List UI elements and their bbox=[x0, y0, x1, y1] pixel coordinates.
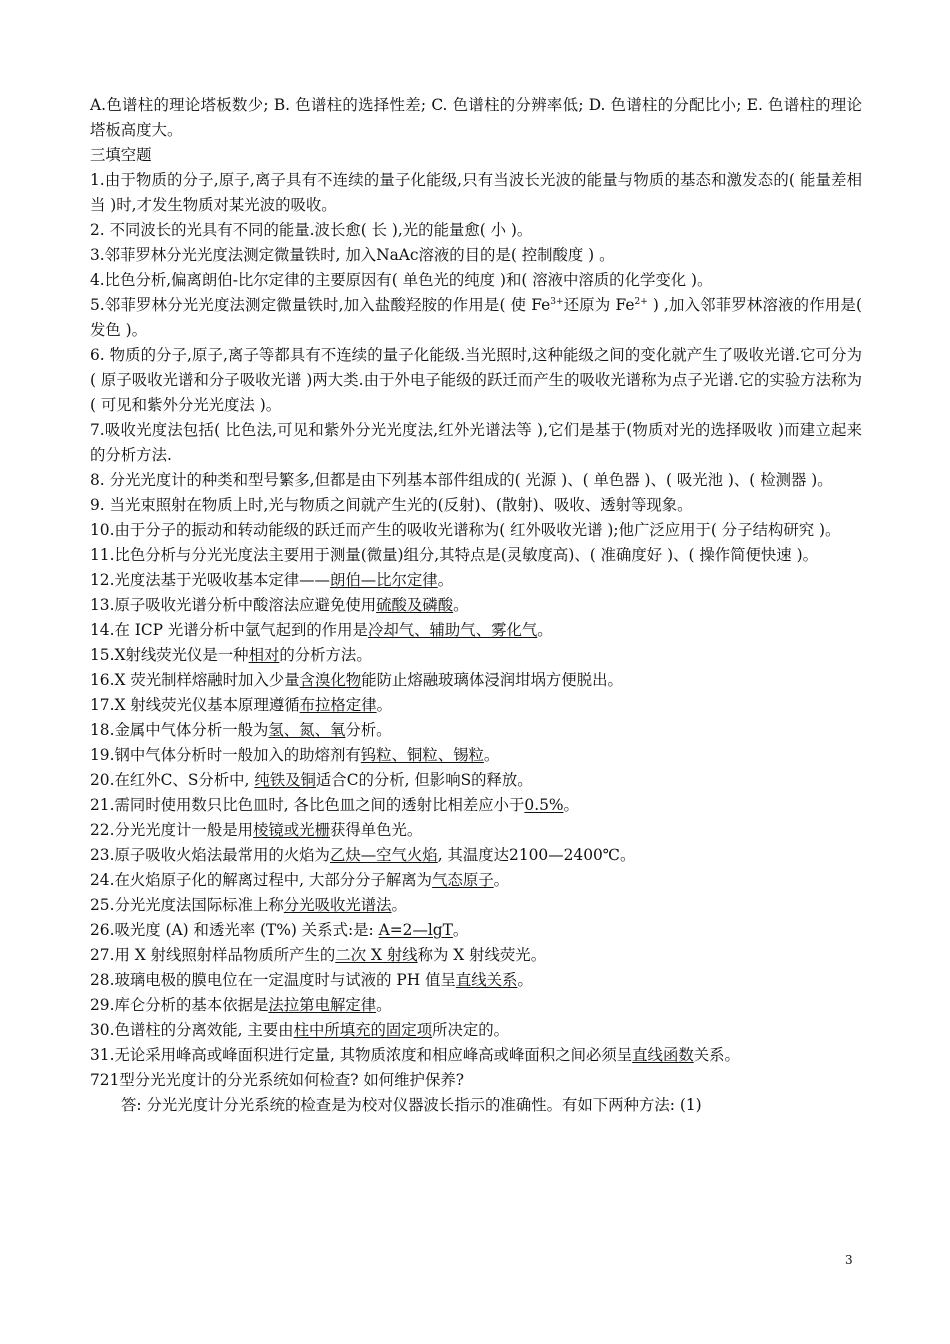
text-run: 。 bbox=[563, 796, 579, 814]
text-run: 31.无论采用峰高或峰面积进行定量, 其物质浓度和相应峰高或峰面积之间必须呈 bbox=[90, 1046, 633, 1064]
underlined-answer: 钨粒、铜粒、锡粒 bbox=[360, 746, 484, 764]
text-run: 。 bbox=[517, 971, 533, 989]
text-run: 8. 分光光度计的种类和型号繁多,但都是由下列基本部件组成的( 光源 )、( 单色器 )、( 吸光池 )、( 检测器 )。 bbox=[90, 471, 833, 489]
underlined-answer: 布拉格定律 bbox=[299, 696, 377, 714]
text-run: 17.X 射线荧光仪基本原理遵循 bbox=[90, 696, 300, 714]
text-paragraph bbox=[90, 693, 862, 718]
text-run: 5.邻菲罗林分光光度法测定微量铁时,加入盐酸羟胺的作用是( 使 Fe bbox=[90, 296, 551, 314]
superscript-charge: 3+ bbox=[550, 297, 564, 307]
text-run: 称为 X 射线荧光。 bbox=[417, 946, 547, 964]
text-paragraph bbox=[90, 868, 862, 893]
text-paragraph bbox=[90, 893, 862, 918]
text-run: 26.吸光度 (A) 和透光率 (T%) 关系式:是: bbox=[90, 921, 379, 939]
text-run: 21.需同时使用数只比色皿时, 各比色皿之间的透射比相差应小于 bbox=[90, 796, 525, 814]
underlined-answer: 纯铁及铜 bbox=[254, 771, 316, 789]
text-run: 14.在 ICP 光谱分析中氩气起到的作用是 bbox=[90, 621, 368, 639]
document-body bbox=[90, 93, 862, 1118]
text-paragraph bbox=[90, 968, 862, 993]
page-number: 3 bbox=[845, 1253, 853, 1267]
text-run: A.色谱柱的理论塔板数少; B. 色谱柱的选择性差; C. 色谱柱的分辨率低; D. 色谱柱的分配比小; E. 色谱柱的理论塔板高度大。 bbox=[90, 96, 862, 139]
text-run: 获得单色光。 bbox=[329, 821, 423, 839]
text-paragraph bbox=[90, 468, 862, 493]
superscript-charge: 2+ bbox=[634, 297, 648, 307]
text-run: 4.比色分析,偏离朗伯-比尔定律的主要原因有( 单色光的纯度 )和( 溶液中溶质的化学变化 )。 bbox=[90, 271, 713, 289]
text-run: 23.原子吸收火焰法最常用的火焰为 bbox=[90, 846, 330, 864]
text-run: 1.由于物质的分子,原子,离子具有不连续的量子化能级,只有当波长光波的能量与物质的基态和激发态的( 能量差相当 )时,才发生物质对某光波的吸收。 bbox=[90, 171, 862, 214]
text-run: 。 bbox=[453, 596, 469, 614]
underlined-answer: 相对 bbox=[248, 646, 280, 664]
underlined-answer: 直线关系 bbox=[455, 971, 518, 989]
text-run: 22.分光光度计一般是用 bbox=[90, 821, 253, 839]
text-run: 能防止熔融玻璃体浸润坩埚方便脱出。 bbox=[361, 671, 623, 689]
text-paragraph bbox=[90, 918, 862, 943]
text-paragraph bbox=[90, 268, 862, 293]
text-paragraph bbox=[90, 818, 862, 843]
text-run: 分析。 bbox=[345, 721, 392, 739]
text-run: 。 bbox=[493, 871, 510, 889]
text-paragraph bbox=[90, 618, 862, 643]
text-run: 适合C的分析, 但影响S的释放。 bbox=[315, 771, 533, 789]
text-paragraph bbox=[90, 843, 862, 868]
text-run: 。 bbox=[437, 571, 454, 589]
underlined-answer: 直线函数 bbox=[632, 1046, 694, 1064]
text-run: 三填空题 bbox=[90, 146, 152, 164]
text-paragraph bbox=[90, 568, 862, 593]
text-run: ) ,加入邻菲罗林溶液的作用是( 发色 )。 bbox=[90, 296, 862, 339]
text-run: 10.由于分子的振动和转动能级的跃迁而产生的吸收光谱称为( 红外吸收光谱 );他广泛应用于( 分子结构研究 )。 bbox=[90, 521, 841, 539]
underlined-answer: 棱镜或光栅 bbox=[253, 821, 330, 839]
underlined-answer: 法拉第电解定律 bbox=[268, 996, 377, 1014]
text-paragraph bbox=[90, 218, 862, 243]
underlined-answer: 乙炔—空气火焰 bbox=[329, 846, 438, 864]
text-paragraph bbox=[90, 543, 862, 568]
underlined-answer: 气态原子 bbox=[432, 871, 494, 889]
text-paragraph bbox=[90, 768, 862, 793]
text-run: 关系。 bbox=[693, 1046, 740, 1064]
underlined-answer: A=2—lgT bbox=[378, 921, 453, 939]
text-paragraph bbox=[90, 718, 862, 743]
text-paragraph bbox=[90, 943, 862, 968]
text-paragraph bbox=[90, 493, 862, 518]
text-paragraph bbox=[90, 743, 862, 768]
text-run: 。 bbox=[376, 696, 392, 714]
text-run: 还原为 Fe bbox=[563, 296, 635, 314]
text-paragraph bbox=[90, 1068, 862, 1093]
text-paragraph bbox=[90, 518, 862, 543]
text-run: 答: 分光光度计分光系统的检查是为校对仪器波长指示的准确性。有如下两种方法: (1) bbox=[121, 1096, 702, 1114]
text-paragraph bbox=[90, 168, 862, 218]
text-run: 25.分光光度法国际标准上称 bbox=[90, 896, 284, 914]
text-run: 19.钢中气体分析时一般加入的助熔剂有 bbox=[90, 746, 361, 764]
underlined-answer: 朗伯—比尔定律 bbox=[329, 571, 438, 589]
text-run: 。 bbox=[452, 921, 469, 939]
underlined-answer: 硫酸及磷酸 bbox=[376, 596, 454, 614]
text-run: 。 bbox=[483, 746, 500, 764]
text-run: 15.X射线荧光仪是一种 bbox=[90, 646, 249, 664]
underlined-answer: 分光吸收光谱法 bbox=[283, 896, 392, 914]
text-run: 11.比色分析与分光光度法主要用于测量(微量)组分,其特点是(灵敏度高)、( 准确度好 )、( 操作简便快速 )。 bbox=[90, 546, 818, 564]
underlined-answer: 0.5% bbox=[524, 796, 564, 814]
text-run: 27.用 X 射线照射样品物质所产生的 bbox=[90, 946, 336, 964]
text-paragraph bbox=[90, 343, 862, 418]
text-paragraph bbox=[90, 643, 862, 668]
text-run: 6. 物质的分子,原子,离子等都具有不连续的量子化能级.当光照时,这种能级之间的变化就产生了吸收光谱.它可分为( 原子吸收光谱和分子吸收光谱 )两大类.由于外电子能级的跃迁而产生的吸收光谱称为点子光谱.它的实验方法称为( 可见和紫外分光光度法 )。 bbox=[90, 346, 862, 414]
text-run: 16.X 荧光制样熔融时加入少量 bbox=[90, 671, 300, 689]
underlined-answer: 二次 X 射线 bbox=[335, 946, 418, 964]
text-run: 。 bbox=[376, 996, 392, 1014]
text-run: 9. 当光束照射在物质上时,光与物质之间就产生光的(反射)、(散射)、吸收、透射等现象。 bbox=[90, 496, 693, 514]
text-paragraph bbox=[90, 1043, 862, 1068]
text-run: 。 bbox=[391, 896, 407, 914]
text-run: 28.玻璃电极的膜电位在一定温度时与试液的 PH 值呈 bbox=[90, 971, 456, 989]
text-run: 29.库仑分析的基本依据是 bbox=[90, 996, 269, 1014]
text-run: 3.邻菲罗林分光光度法测定微量铁时, 加入NaAc溶液的目的是( 控制酸度 ) 。 bbox=[90, 246, 615, 264]
text-run: 24.在火焰原子化的解离过程中, 大部分分子解离为 bbox=[90, 871, 433, 889]
underlined-answer: 含溴化物 bbox=[299, 671, 362, 689]
text-paragraph bbox=[90, 993, 862, 1018]
text-run: 12.光度法基于光吸收基本定律—— bbox=[90, 571, 330, 589]
underlined-answer: 氢、氮、氧 bbox=[268, 721, 346, 739]
text-paragraph bbox=[90, 293, 862, 343]
text-run: , 其温度达2100—2400℃。 bbox=[437, 846, 636, 864]
text-run: 13.原子吸收光谱分析中酸溶法应避免使用 bbox=[90, 596, 377, 614]
text-paragraph bbox=[90, 143, 862, 168]
text-run: 2. 不同波长的光具有不同的能量.波长愈( 长 ),光的能量愈( 小 )。 bbox=[90, 221, 533, 239]
text-paragraph bbox=[90, 1093, 862, 1118]
text-paragraph bbox=[90, 418, 862, 468]
text-run: 所决定的。 bbox=[432, 1021, 510, 1039]
text-paragraph bbox=[90, 243, 862, 268]
text-run: 20.在红外C、S分析中, bbox=[90, 771, 255, 789]
text-paragraph bbox=[90, 668, 862, 693]
text-paragraph bbox=[90, 593, 862, 618]
text-run: 30.色谱柱的分离效能, 主要由 bbox=[90, 1021, 294, 1039]
text-paragraph bbox=[90, 793, 862, 818]
underlined-answer: 冷却气、辅助气、雾化气 bbox=[367, 621, 538, 639]
text-run: 18.金属中气体分析一般为 bbox=[90, 721, 269, 739]
text-run: 的分析方法。 bbox=[279, 646, 372, 664]
text-run: 7.吸收光度法包括( 比色法,可见和紫外分光光度法,红外光谱法等 ),它们是基于(物质对光的选择吸收 )而建立起来的分析方法. bbox=[90, 421, 862, 464]
text-run: 721型分光光度计的分光系统如何检查? 如何维护保养? bbox=[90, 1071, 464, 1089]
text-run: 。 bbox=[537, 621, 553, 639]
text-paragraph bbox=[90, 1018, 862, 1043]
text-paragraph bbox=[90, 93, 862, 143]
underlined-answer: 柱中所填充的固定项 bbox=[293, 1021, 433, 1039]
